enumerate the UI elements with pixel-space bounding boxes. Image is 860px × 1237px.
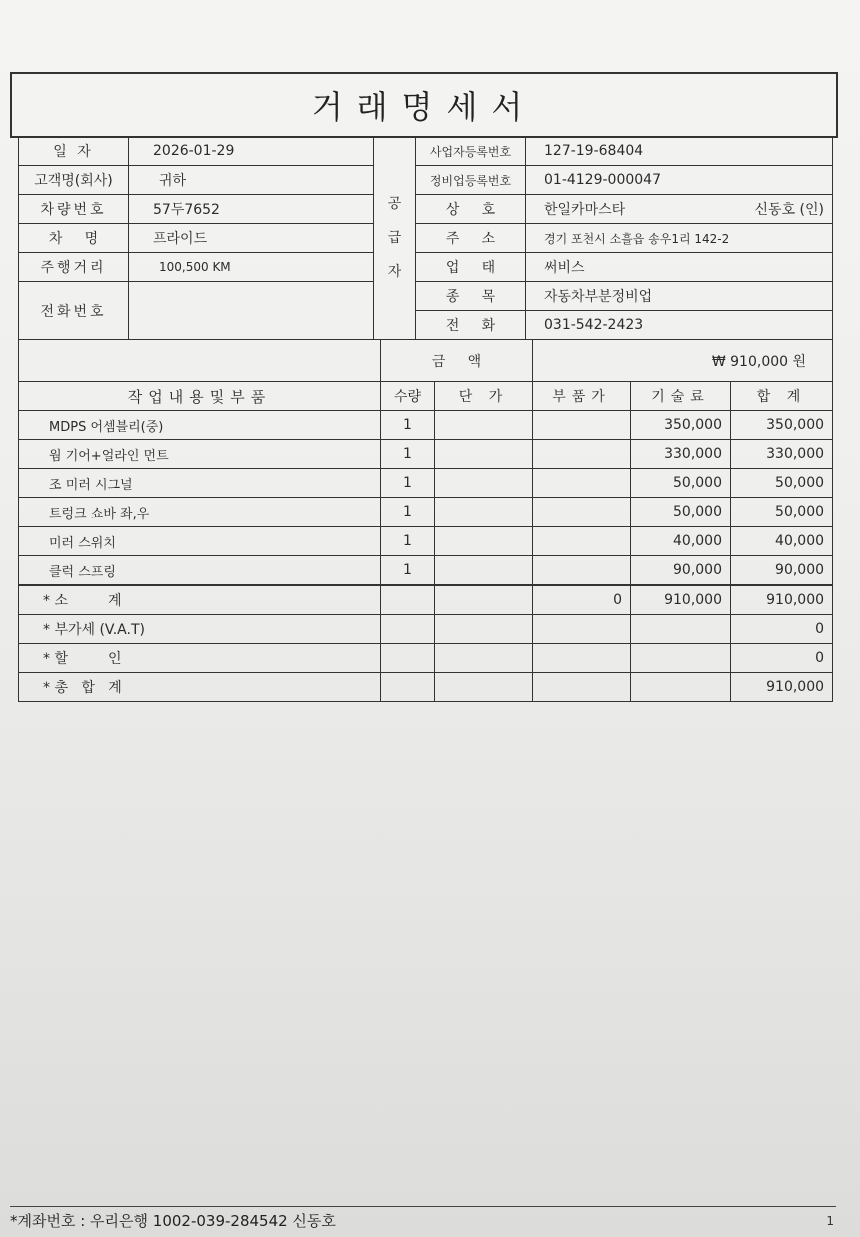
mileage-value: 100,500 KM (129, 253, 374, 282)
item-labor: 90,000 (631, 556, 731, 586)
car-value: 프라이드 (129, 224, 374, 253)
item-work: 트렁크 쇼바 좌,우 (19, 498, 381, 527)
plate-label: 차량번호 (19, 195, 129, 224)
company-label: 상 호 (416, 195, 526, 224)
item-work: 클럭 스프링 (19, 556, 381, 586)
item-parts-price (533, 498, 631, 527)
customer-name-label: 고객명(회사) (19, 166, 129, 195)
summary-total: 0 (731, 615, 833, 644)
item-value: 자동차부분정비업 (526, 282, 833, 311)
item-row (19, 527, 833, 556)
summary-unit (435, 615, 533, 644)
date-value: 2026-01-29 (129, 137, 374, 166)
amount-label: 금 액 (381, 340, 533, 382)
summary-qty (381, 644, 435, 673)
biztype-label: 업 태 (416, 253, 526, 282)
info-row-5 (19, 253, 833, 282)
item-total: 50,000 (731, 498, 833, 527)
item-total: 50,000 (731, 469, 833, 498)
tel-value: 031-542-2423 (526, 311, 833, 340)
summary-unit (435, 585, 533, 615)
item-labor: 50,000 (631, 469, 731, 498)
summary-row (19, 615, 833, 644)
summary-unit (435, 644, 533, 673)
summary-total: 910,000 (731, 585, 833, 615)
info-row-4 (19, 224, 833, 253)
summary-labor: 910,000 (631, 585, 731, 615)
header-total: 합 계 (731, 382, 833, 411)
item-rows (19, 411, 833, 586)
summary-parts (533, 644, 631, 673)
repairno-value: 01-4129-000047 (526, 166, 833, 195)
item-parts-price (533, 527, 631, 556)
summary-label: * 소 계 (19, 585, 381, 615)
header-parts: 부품가 (533, 382, 631, 411)
plate-value: 57두7652 (129, 195, 374, 224)
item-qty: 1 (381, 440, 435, 469)
item-parts-price (533, 440, 631, 469)
item-work: MDPS 어셈블리(중) (19, 411, 381, 440)
page-number: 1 (826, 1214, 834, 1228)
phone-label: 전화번호 (19, 282, 129, 340)
item-qty: 1 (381, 498, 435, 527)
item-unit-price (435, 556, 533, 586)
summary-parts: 0 (533, 585, 631, 615)
owner-value: 신동호 (인) (754, 202, 824, 218)
supplier-side-label: 공 급 자 (374, 137, 416, 340)
item-row (19, 440, 833, 469)
item-unit-price (435, 440, 533, 469)
item-unit-price (435, 469, 533, 498)
summary-labor (631, 644, 731, 673)
summary-label: * 할 인 (19, 644, 381, 673)
items-table (18, 339, 833, 702)
header-unit: 단 가 (435, 382, 533, 411)
item-parts-price (533, 469, 631, 498)
summary-total: 910,000 (731, 673, 833, 702)
summary-qty (381, 673, 435, 702)
item-row (19, 556, 833, 586)
address-value: 경기 포천시 소흘읍 송우1리 142-2 (526, 224, 833, 253)
item-qty: 1 (381, 556, 435, 586)
header-qty: 수량 (381, 382, 435, 411)
item-unit-price (435, 411, 533, 440)
item-unit-price (435, 498, 533, 527)
summary-parts (533, 615, 631, 644)
summary-row (19, 585, 833, 615)
item-row (19, 411, 833, 440)
company-value: 한일카마스타 (544, 202, 626, 218)
tel-label: 전 화 (416, 311, 526, 340)
item-work: 웜 기어+얼라인 먼트 (19, 440, 381, 469)
item-work: 미러 스위치 (19, 527, 381, 556)
summary-qty (381, 585, 435, 615)
item-labor: 50,000 (631, 498, 731, 527)
summary-rows (19, 585, 833, 702)
items-header-row (19, 382, 833, 411)
bizno-label: 사업자등록번호 (416, 137, 526, 166)
bizno-value: 127-19-68404 (526, 137, 833, 166)
item-row (19, 469, 833, 498)
item-qty: 1 (381, 411, 435, 440)
summary-label: * 부가세 (V.A.T) (19, 615, 381, 644)
item-labor: 350,000 (631, 411, 731, 440)
item-total: 90,000 (731, 556, 833, 586)
item-qty: 1 (381, 469, 435, 498)
item-parts-price (533, 556, 631, 586)
date-label: 일 자 (19, 137, 129, 166)
header-labor: 기술료 (631, 382, 731, 411)
summary-labor (631, 673, 731, 702)
info-row-6 (19, 282, 833, 311)
summary-parts (533, 673, 631, 702)
company-cell (526, 195, 833, 224)
account-footer: *계좌번호 : 우리은행 1002-039-284542 신동호 (10, 1206, 836, 1231)
item-total: 330,000 (731, 440, 833, 469)
item-row (19, 498, 833, 527)
document-title: 거래명세서 (10, 72, 838, 138)
invoice-grid (18, 136, 832, 702)
item-work: 조 미러 시그널 (19, 469, 381, 498)
amount-value: ₩ 910,000 원 (533, 340, 833, 382)
phone-value (129, 282, 374, 340)
header-work: 작업내용및부품 (19, 382, 381, 411)
repairno-label: 정비업등록번호 (416, 166, 526, 195)
summary-qty (381, 615, 435, 644)
address-label: 주 소 (416, 224, 526, 253)
item-qty: 1 (381, 527, 435, 556)
item-labor: 40,000 (631, 527, 731, 556)
summary-row (19, 644, 833, 673)
item-unit-price (435, 527, 533, 556)
info-table (18, 136, 833, 340)
summary-total: 0 (731, 644, 833, 673)
summary-labor (631, 615, 731, 644)
summary-unit (435, 673, 533, 702)
item-parts-price (533, 411, 631, 440)
mileage-label: 주행거리 (19, 253, 129, 282)
item-total: 350,000 (731, 411, 833, 440)
info-row-3 (19, 195, 833, 224)
summary-row (19, 673, 833, 702)
amount-row (19, 340, 833, 382)
info-row-1 (19, 137, 833, 166)
info-row-2 (19, 166, 833, 195)
customer-name-value: 귀하 (129, 166, 374, 195)
item-label: 종 목 (416, 282, 526, 311)
item-labor: 330,000 (631, 440, 731, 469)
summary-label: * 총 합 계 (19, 673, 381, 702)
car-label: 차 명 (19, 224, 129, 253)
item-total: 40,000 (731, 527, 833, 556)
biztype-value: 써비스 (526, 253, 833, 282)
